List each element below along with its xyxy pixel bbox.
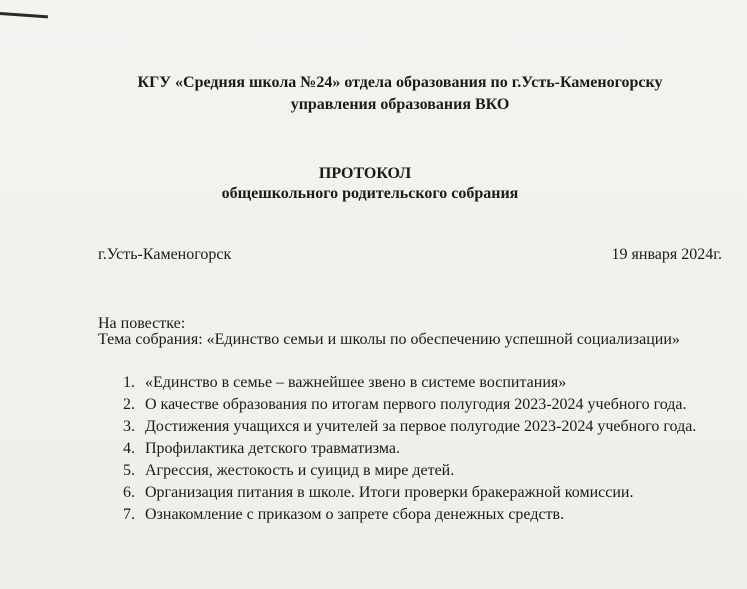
agenda-item [98, 395, 722, 415]
meeting-topic: Тема собрания: «Единство семьи и школы по обеспечению успешной социализации» [98, 331, 680, 348]
agenda-item [98, 483, 722, 503]
item-number: 3. [123, 418, 135, 435]
item-text: Достижения учащихся и учителей за первое полугодие 2023-2024 учебного года. [145, 418, 697, 435]
item-text: Профилактика детского травматизма. [145, 440, 401, 457]
city: г.Усть-Каменогорск [98, 246, 232, 263]
item-number: 7. [123, 506, 135, 523]
pen-mark [0, 12, 48, 18]
item-number: 4. [123, 440, 135, 457]
agenda-label: На повестке: [98, 315, 186, 332]
item-text: Ознакомление с приказом о запрете сбора денежных средств. [145, 506, 565, 523]
item-text: «Единство в семье – важнейшее звено в системе воспитания» [145, 374, 567, 391]
agenda-item [98, 373, 722, 393]
item-number: 1. [123, 374, 135, 391]
item-number: 6. [123, 484, 135, 501]
date: 19 января 2024г. [611, 246, 722, 263]
item-number: 5. [123, 462, 135, 479]
document-subtitle: общешкольного родительского собрания [221, 185, 519, 202]
item-text: Организация питания в школе. Итоги проверки бракеражной комиссии. [145, 484, 634, 501]
org-line-2: управления образования ВКО [290, 96, 510, 113]
agenda-item [98, 417, 722, 437]
agenda-list [98, 373, 722, 527]
agenda-item [98, 461, 722, 481]
organization-header [60, 72, 740, 116]
agenda-item [98, 439, 722, 459]
item-text: О качестве образования по итогам первого полугодия 2023-2024 учебного года. [145, 396, 687, 413]
item-number: 2. [123, 396, 135, 413]
org-line-1: КГУ «Средняя школа №24» отдела образования по г.Усть-Каменогорску [137, 74, 663, 91]
document-title: ПРОТОКОЛ [318, 165, 412, 182]
item-text: Агрессия, жестокость и суицид в мире детей. [145, 462, 455, 479]
agenda-item [98, 505, 722, 525]
